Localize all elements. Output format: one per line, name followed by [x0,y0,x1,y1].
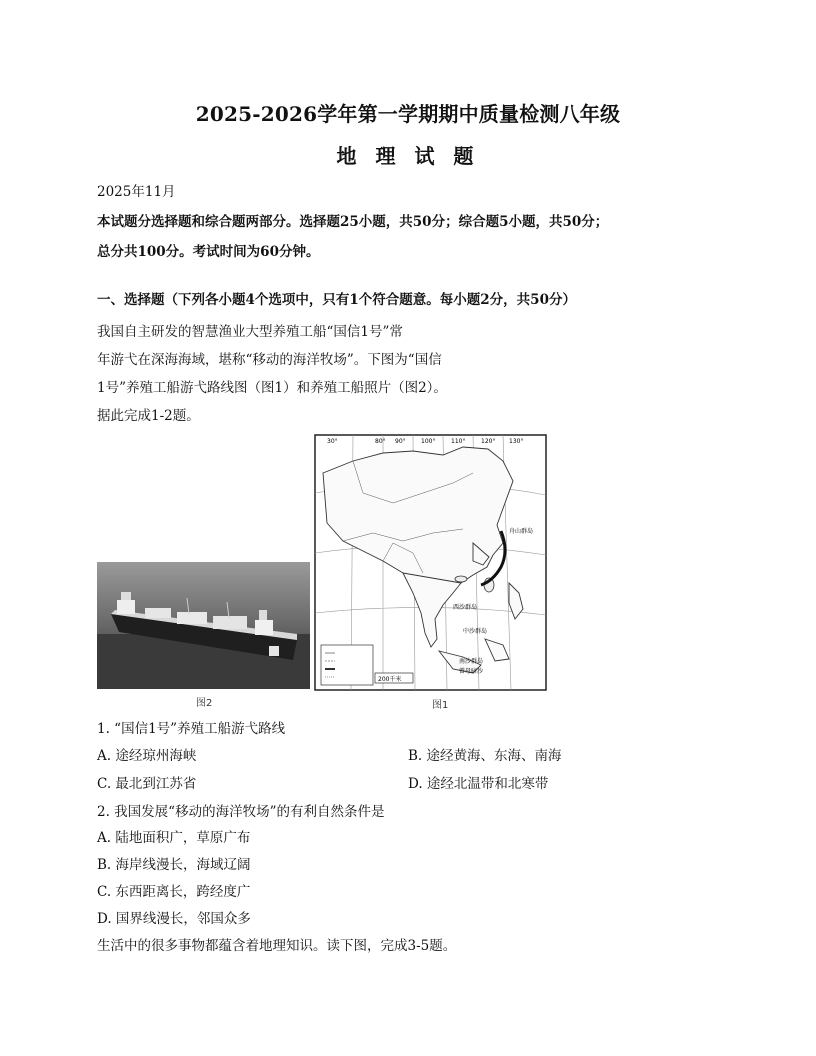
option-d[interactable]: D. 国界线漫长，邻国众多 [97,911,251,927]
next-passage-intro: 生活中的很多事物都蕴含着地理知识。读下图，完成3-5题。 [97,938,457,954]
option-a[interactable]: A. 途经琼州海峡 [97,748,197,764]
option-c[interactable]: C. 东西距离长，跨经度广 [97,884,251,900]
route-map [313,433,548,692]
lon-label: 90° [395,438,406,445]
lon-label: 120° [481,438,496,445]
map-label-xisha: 西沙群岛 [453,604,478,611]
lon-label: 110° [451,438,466,445]
map-label-zhoushan: 舟山群岛 [509,528,534,535]
option-d[interactable]: D. 途经北温带和北寒带 [408,776,549,792]
option-c[interactable]: C. 最北到江苏省 [97,776,197,792]
option-b[interactable]: B. 途经黄海、东海、南海 [408,748,562,764]
exam-date: 2025年11月 [97,184,176,200]
route-map-image [313,433,548,692]
map-legend [321,645,373,685]
option-b[interactable]: B. 海岸线漫长，海域辽阔 [97,857,251,873]
section-heading: 一、选择题（下列各小题4个选项中，只有1个符合题意。每小题2分，共50分） [97,292,576,308]
lon-label: 80° [375,438,386,445]
ship-photo-image [97,562,310,689]
question-stem: 1. “国信1号”养殖工船游弋路线 [97,721,286,737]
lon-label: 100° [421,438,436,445]
exam-intro-line1: 本试题分选择题和综合题两部分。选择题25小题，共50分；综合题5小题，共50分； [97,214,609,230]
lon-label: 30° [327,438,338,445]
map-label-nansha: 南沙群岛 [459,658,484,665]
passage-line: 我国自主研发的智慧渔业大型养殖工船“国信1号”常 [97,324,403,340]
exam-intro-line2: 总分共100分。考试时间为60分钟。 [97,244,320,260]
ship-photo [97,562,310,689]
subject-title: 地 理 试 题 [336,144,480,168]
exam-title: 2025-2026学年第一学期期中质量检测八年级 [195,102,621,126]
passage-line: 年游弋在深海海域，堪称“移动的海洋牧场”。下图为“国信 [97,352,442,368]
fig2-caption: 图2 [196,698,213,709]
passage-line: 据此完成1-2题。 [97,408,200,424]
passage-line: 1号”养殖工船游弋路线图（图1）和养殖工船照片（图2）。 [97,380,447,396]
option-a[interactable]: A. 陆地面积广，草原广布 [97,830,251,846]
lon-label: 130° [509,438,524,445]
map-label-zengmu: 曾母暗沙 [459,668,484,675]
fig1-caption: 图1 [432,700,449,711]
map-scale-label: 200千米 [378,676,402,683]
map-label-zhongsha: 中沙群岛 [463,628,488,635]
question-stem: 2. 我国发展“移动的海洋牧场”的有利自然条件是 [97,804,385,820]
